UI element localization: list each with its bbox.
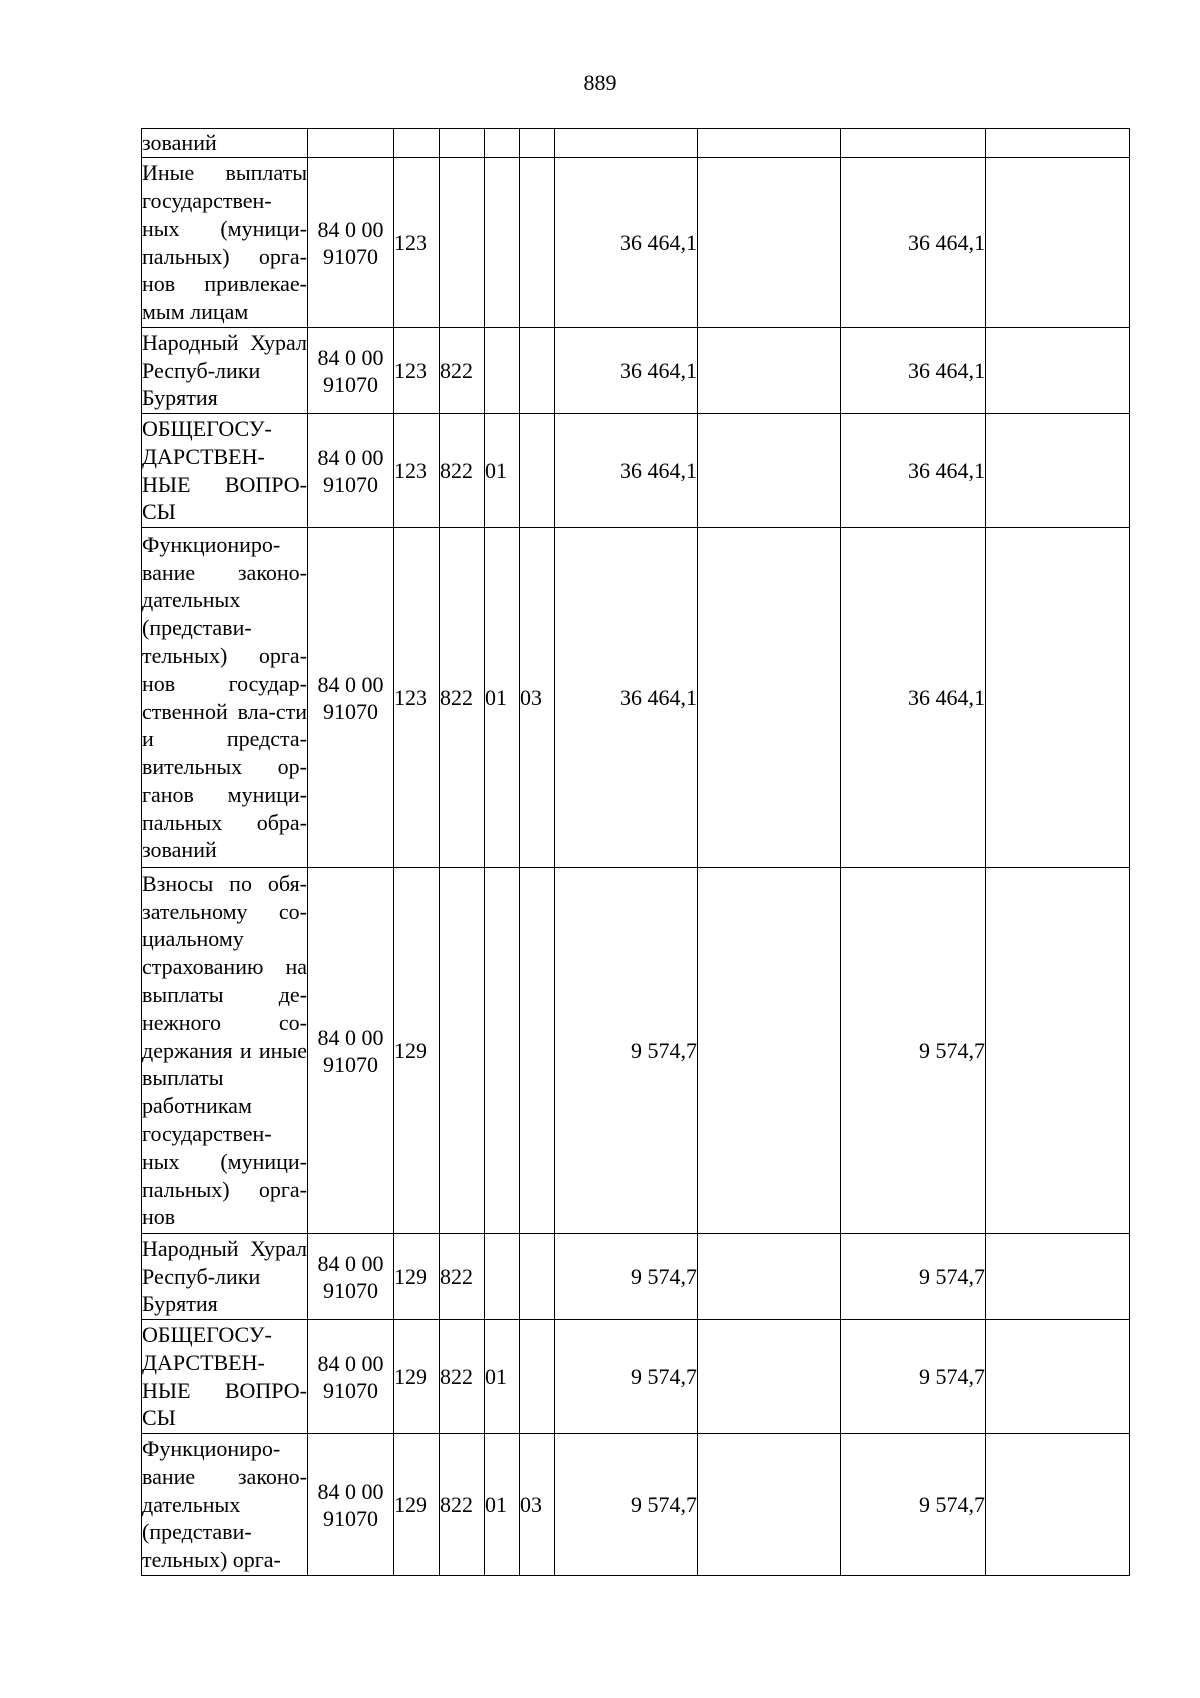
- row-name: зований: [142, 129, 308, 158]
- table-row: [142, 1434, 1130, 1576]
- amount-column-3: 9 574,7: [841, 868, 986, 1234]
- table-row: [142, 414, 1130, 528]
- subsection-code: 03: [520, 1434, 555, 1576]
- amount-total: 36 464,1: [555, 158, 698, 328]
- subsection-code: [520, 129, 555, 158]
- ministry-code: 822: [440, 414, 485, 528]
- amount-column-2: [698, 158, 841, 328]
- section-code: 01: [485, 1434, 520, 1576]
- subsection-code: 03: [520, 528, 555, 868]
- amount-column-3: 9 574,7: [841, 1434, 986, 1576]
- amount-column-4: [986, 129, 1130, 158]
- row-name: Народный Хурал Респуб-лики Бурятия: [142, 1234, 308, 1320]
- subsection-code: [520, 1320, 555, 1434]
- amount-column-2: [698, 1434, 841, 1576]
- table-row: [142, 158, 1130, 328]
- ministry-code: [440, 158, 485, 328]
- amount-column-2: [698, 868, 841, 1234]
- section-code: [485, 129, 520, 158]
- amount-column-2: [698, 1320, 841, 1434]
- amount-column-3: 36 464,1: [841, 158, 986, 328]
- amount-column-3: 9 574,7: [841, 1234, 986, 1320]
- amount-column-4: [986, 868, 1130, 1234]
- table-row: [142, 328, 1130, 414]
- amount-column-2: [698, 129, 841, 158]
- subsection-code: [520, 414, 555, 528]
- amount-total: 9 574,7: [555, 868, 698, 1234]
- expense-type-code: 129: [394, 1320, 440, 1434]
- section-code: [485, 328, 520, 414]
- amount-column-4: [986, 1234, 1130, 1320]
- section-code: [485, 868, 520, 1234]
- ministry-code: 822: [440, 328, 485, 414]
- amount-column-3: 36 464,1: [841, 328, 986, 414]
- target-article-code: 84 0 00 91070: [308, 528, 394, 868]
- section-code: [485, 1234, 520, 1320]
- ministry-code: 822: [440, 1234, 485, 1320]
- target-article-code: 84 0 00 91070: [308, 414, 394, 528]
- target-article-code: 84 0 00 91070: [308, 158, 394, 328]
- table-row: [142, 1234, 1130, 1320]
- amount-total: 36 464,1: [555, 528, 698, 868]
- amount-column-4: [986, 158, 1130, 328]
- table-row: [142, 1320, 1130, 1434]
- row-name: Иные выплаты государствен-ных (муници-пальных) орга-нов привлекае-мым лицам: [142, 158, 308, 328]
- amount-column-2: [698, 328, 841, 414]
- section-code: 01: [485, 1320, 520, 1434]
- row-name: Народный Хурал Респуб-лики Бурятия: [142, 328, 308, 414]
- expense-type-code: 129: [394, 1234, 440, 1320]
- amount-total: 36 464,1: [555, 328, 698, 414]
- subsection-code: [520, 1234, 555, 1320]
- target-article-code: [308, 129, 394, 158]
- expense-type-code: 123: [394, 528, 440, 868]
- ministry-code: 822: [440, 1320, 485, 1434]
- row-name: Функциониро-вание законо-дательных (представи-тельных) орга-нов государ-ственной вла-сти и предста-вительных ор-ганов муници-пальных обра-зований: [142, 528, 308, 868]
- expense-type-code: [394, 129, 440, 158]
- row-name: Функциониро-вание законо-дательных (представи-тельных) орга-: [142, 1434, 308, 1576]
- row-name: ОБЩЕГОСУ-ДАРСТВЕН-НЫЕ ВОПРО-СЫ: [142, 414, 308, 528]
- ministry-code: 822: [440, 528, 485, 868]
- row-name: ОБЩЕГОСУ-ДАРСТВЕН-НЫЕ ВОПРО-СЫ: [142, 1320, 308, 1434]
- amount-column-2: [698, 528, 841, 868]
- section-code: 01: [485, 528, 520, 868]
- amount-column-4: [986, 1320, 1130, 1434]
- amount-column-4: [986, 1434, 1130, 1576]
- amount-column-3: [841, 129, 986, 158]
- amount-total: [555, 129, 698, 158]
- expense-type-code: 123: [394, 328, 440, 414]
- table-row: [142, 528, 1130, 868]
- target-article-code: 84 0 00 91070: [308, 868, 394, 1234]
- expense-type-code: 129: [394, 868, 440, 1234]
- target-article-code: 84 0 00 91070: [308, 1320, 394, 1434]
- ministry-code: [440, 129, 485, 158]
- target-article-code: 84 0 00 91070: [308, 1434, 394, 1576]
- amount-column-3: 36 464,1: [841, 414, 986, 528]
- ministry-code: 822: [440, 1434, 485, 1576]
- amount-total: 9 574,7: [555, 1234, 698, 1320]
- amount-column-2: [698, 1234, 841, 1320]
- ministry-code: [440, 868, 485, 1234]
- subsection-code: [520, 868, 555, 1234]
- table-row: [142, 868, 1130, 1234]
- subsection-code: [520, 158, 555, 328]
- amount-column-4: [986, 414, 1130, 528]
- page-number: 889: [583, 70, 617, 95]
- table-row: [142, 129, 1130, 158]
- expense-type-code: 123: [394, 414, 440, 528]
- amount-column-3: 9 574,7: [841, 1320, 986, 1434]
- budget-table: [141, 128, 1130, 1576]
- row-name: Взносы по обя-зательному со-циальному страхованию на выплаты де-нежного со-держания и иные выплаты работникам государствен-ных (муници-пальных) орга-нов: [142, 868, 308, 1234]
- amount-column-2: [698, 414, 841, 528]
- target-article-code: 84 0 00 91070: [308, 1234, 394, 1320]
- amount-total: 36 464,1: [555, 414, 698, 528]
- target-article-code: 84 0 00 91070: [308, 328, 394, 414]
- amount-column-4: [986, 328, 1130, 414]
- subsection-code: [520, 328, 555, 414]
- section-code: [485, 158, 520, 328]
- section-code: 01: [485, 414, 520, 528]
- expense-type-code: 129: [394, 1434, 440, 1576]
- amount-column-3: 36 464,1: [841, 528, 986, 868]
- amount-total: 9 574,7: [555, 1320, 698, 1434]
- expense-type-code: 123: [394, 158, 440, 328]
- amount-total: 9 574,7: [555, 1434, 698, 1576]
- amount-column-4: [986, 528, 1130, 868]
